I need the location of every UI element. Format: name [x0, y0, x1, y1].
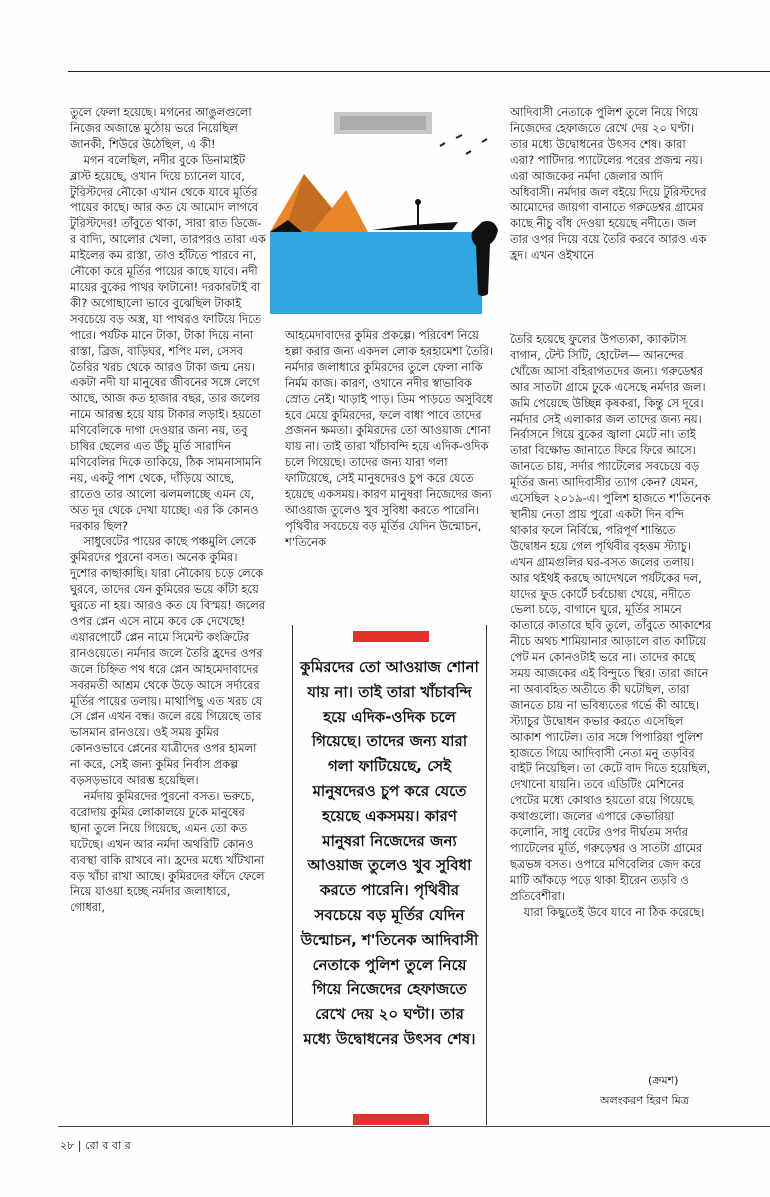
pull-quote-bar-top: [353, 631, 429, 642]
top-rule: [68, 71, 770, 72]
column-middle: [285, 328, 493, 551]
column-right: [510, 332, 715, 921]
paragraph: নর্মদায় কুমিরদের পুরনো বসত। ভরুচে, বরোদায় কুমির লোকালয়ে ঢুকে মানুষের ছানা তুলে নিয়ে গিয়েছে, এমন তো কত ঘটেছে। এখন আর নর্মদা অথরিটি কোনও ব্যবস্থা বাকি রাখবে না। হ্রদের মধ্যে খাঁটখানা বড় খাঁচা রাখা আছে। কুমিরদের ফাঁদে ফেলে নিয়ে যাওয়া হচ্ছে নর্মদার জলাধারে, গোধরা,: [70, 788, 265, 915]
sky-smudge-inner: [340, 116, 426, 130]
illustration-credit: অলংকরণ হিরণ মিত্র: [600, 1094, 689, 1107]
pull-quote: [292, 625, 487, 1125]
pull-quote-bar-bottom: [353, 1114, 429, 1125]
paragraph: আহমেদাবাদের কুমির প্রকল্পে। পরিবেশ নিয়ে হল্লা করার জন্য একদল লোক হরহামেশা তৈরি। নর্মদার জলাধারে কুমিরদের তুলে ফেলা নাকি নির্মম কাজ। কারণ, ওখানে নদীর স্বাভাবিক স্রোত নেই। খাড়াই পাড়। ডিম পাড়তে অসুবিধে হবে মেয়ে কুমিরদের, ফলে বাধা পাবে তাদের প্রজনন ক্ষমতা। কুমিরদের তো আওয়াজ শোনা যায় না। তাই তারা খাঁচাবন্দি হয়ে এদিক-ওদিক চলে গিয়েছে। তাদের জন্য যারা গলা ফাটিয়েছে, সেই মানুষদেরও চুপ করে যেতে হয়েছে একসময়। কারণ মানুষরা নিজেদের জন্য আওয়াজ তুলেও খুব সুবিধা করতে পারেনি। পৃথিবীর সবচেয়ে বড় মূর্তির যেদিন উন্মোচন, শ'তিনেক: [285, 328, 493, 549]
column-right-top: [510, 105, 708, 264]
paragraph: তৈরি হয়েছে ফুলের উপত্যকা, ক্যাকটাস বাগান, টেন্ট সিটি, হোটেল— আনন্দের খোঁজে আসা বহিরাগতদের জন্য। গরুডেশ্বর আর সাতটা গ্রামে ঢুকে এসেছে নর্মদার জল। জমি পেয়েছে উচ্ছিন্ন কৃষকরা, কিন্তু সে দূরে। নর্মদার সেই এলাকার জল তাদের জন্য নয়। নির্বাসনে গিয়ে বুকের জ্বালা মেটে না। তাই তারা বিক্ষোভ জানাতে ফিরে ফিরে আসে। জানতে চায়, সর্দার প্যাটেলের সবচেয়ে বড় মূর্তির জন্য আদিবাসীর ত্যাগ কেন? যেমন, এসেছিল ২০১৯-এ। পুলিশ হাজতে শ'তিনেক স্থানীয় নেতা প্রায় পুরো একটা দিন বন্দি থাকার ফলে নির্বিঘ্নে, পরিপূর্ণ শান্তিতে উদ্বোধন হয়ে গেল পৃথিবীর বৃহত্তম স্ট্যাচু। এখন গ্রামগুলির ঘর-বসত জলের তলায়। আর থইথই করছে আদেখলে পর্যটকের দল, যাদের ফুড কোর্টে চর্বচোষ্য খেয়ে, নদীতে ভেলা চড়ে, বাগানে ঘুরে, মূর্তির সামনে কাতারে কাতারে ছবি তুলে, তাঁবুতে আকাশের নীচে অথচ শামিয়ানার আড়ালে রাত কাটিয়ে পেট মন কোনওটাই ভরে না। তাদের কাছে সময় আজকের এই বিন্দুতে স্থির। তারা জানে না অব্যবহিত অতীতে কী ঘটেছিল, তারা জানতে চায় না ভবিষ্যতের গর্ভে কী আছে। স্ট্যাচুর উদ্বোধন কভার করতে এসেছিল আকাশ প্যাটেল। তার সঙ্গে পিপারিয়া পুলিশ হাজতে গিয়ে আদিবাসী নেতা মনু তড়বির বাইট নিয়েছিল। তা কেটে বাদ দিতে হয়েছিল, দেখানো যায়নি। তবে এডিটিং মেশিনের পেটের মধ্যে কোথাও হয়তো রয়ে গিয়েছে কথাগুলো। জলের এপারে কেভারিয়া কলোনি, সাধু বেটের ওপর দীর্ঘতম সর্দার প্যাটেলের মূর্তি, গরুড়েশ্বর ও সাতটা গ্রামের ছত্রভঙ্গ বসত। ওপারে মণিবেলির জেদ করে মাটি আঁকড়ে পড়ে থাকা হীরেন তড়বি ও প্রতিবেশীরা।: [510, 332, 712, 903]
page-folio: ২৮ | রো ব বা র: [60, 1139, 131, 1152]
boat-rower: [415, 199, 421, 205]
paragraph: সাধুবেটের পায়ের কাছে পঞ্চমুলি লেকে কুমিরদের পুরনো বসত। অনেক কুমির। দুশোর কাছাকাছি। যারা নৌকোয় চড়ে লেকে ঘুরবে, তাদের যেন কুমিরের ভয়ে কাঁটা হয়ে ঘুরতে না হয়। আরও কত যে বিস্ময়! জলের ওপর প্লেন এসে নামে কবে কে দেখেছে! এয়ারপোর্টে প্লেন নামে সিমেন্ট কংক্রিটের রানওয়েতে। নর্মদার জলে তৈরি হ্রদের ওপর জলে চিহ্নিত পথ ধরে প্লেন আহমেদাবাদের সবরমতী আশ্রম থেকে উড়ে আসে সর্দারের মূর্তির পায়ের তলায়। মাথাপিছু এত খরচ যে সে প্লেন এখন বন্ধ। জলে রয়ে গিয়েছে তার ভাসমান রানওয়ে। ওই সময় কুমির কোনওভাবে প্লেনের যাত্রীদের ওপর হামলা না করে, সেই জন্য কুমির নির্বাস প্রকল্প বড়সড়ভাবে আরম্ভ হয়েছিল।: [70, 534, 265, 788]
bottom-rule: [58, 1126, 770, 1127]
paragraph: যারা কিছুতেই উবে যাবে না ঠিক করেছে।: [523, 904, 705, 919]
birds: [440, 135, 487, 154]
water: [270, 232, 482, 314]
paragraph: আদিবাসী নেতাকে পুলিশ তুলে নিয়ে গিয়ে নিজেদের হেফাজতে রেখে দেয় ২০ ঘণ্টা। তার মধ্যে উদ্বোধনের উৎসব শেষ। কারা এরা? পাটিদার প্যাটেলের পরের প্রজন্ম নয়। এরা আজকের নর্মদা জেলার আদি অধিবাসী। নর্মদার জল বইয়ে দিয়ে টুরিস্টদের আমোদের জায়গা বানাতে গরুডেশ্বর গ্রামের কাছে নীচু বাঁধ দেওয়া হয়েছে নদীতে। জল তার ওপর দিয়ে বয়ে তৈরি করবে আরও এক হ্রদ। এখন ওইখানে: [510, 105, 707, 263]
paragraph: মগন বলেছিল, নদীর বুকে ডিনামাইট ব্লাস্ট হয়েছে, ওখান দিয়ে চ্যানেল যাবে, টুরিস্টদের নৌকো এখান থেকে যাবে মূর্তির পায়ের কাছে। আর কত যে আমোদ লাগবে টুরিস্টদের! তাঁবুতে থাকা, সারা রাত ডিজে-র বাদ্যি, আলোর খেলা, তারপরও তারা এক মাইলের কম রাস্তা, তাও হাঁটতে পারবে না, নৌকো করে মূর্তির পায়ের কাছে যাবে। নদী মায়ের বুকের পাথর ফাটানো! দরকারটাই বা কী? অগোছালো ভাবে বুঝেছিল টাকাই সবচেয়ে বড় অস্ত্র, যা পাথরও ফাটিয়ে দিতে পারে। পর্যটক মানে টাকা, টাকা দিয়ে নানা রাস্তা, ব্রিজ, বাড়িঘর, শপিং মল, সেসব তৈরির খরচ থেকে আরও টাকা জন্ম নেয়। একটা নদী যা মানুষের জীবনের সঙ্গে লেগে আছে, আজ কত হাজার বছর, তার জলের নামে আরম্ভ হয়ে যায় টাকার লড়াই। হয়তো মণিবেলিকে দাগা দেওয়ার জন্য নয়, তবু চাষির ছেলের এত উঁচু মূর্তি সারাদিন মণিবেলির দিকে তাকিয়ে, ঠিক সামনাসামনি নয়, একটু পাশ থেকে, দাঁড়িয়ে আছে, রাতেও তার আলো ঝলমলাচ্ছে এমন যে, অত দূর থেকে দেখা যাচ্ছে। এর কি কোনও দরকার ছিল?: [70, 152, 266, 533]
continued-marker: (ক্রমশ): [648, 1074, 679, 1087]
pull-quote-text: কুমিরদের তো আওয়াজ শোনা যায় না। তাই তারা খাঁচাবন্দি হয়ে এদিক-ওদিক চলে গিয়েছে। তাদের জন্য যারা গলা ফাটিয়েছে, সেই মানুষদেরও চুপ করে যেতে হয়েছে একসময়। কারণ মানুষরা নিজেদের জন্য আওয়াজ তুলেও খুব সুবিধা করতে পারেনি। পৃথিবীর সবচেয়ে বড় মূর্তির যেদিন উন্মোচন, শ'তিনেক আদিবাসী নেতাকে পুলিশ তুলে নিয়ে গিয়ে নিজেদের হেফাজতে রেখে দেয় ২০ ঘণ্টা। তার মধ্যে উদ্বোধনের উৎসব শেষ।: [300, 658, 479, 1048]
paragraph: তুলে ফেলা হয়েছে। মগনের আঙুলগুলো নিজের অজান্তে মুঠোয় ভরে নিয়েছিল জানকী, শিউরে উঠেছিল, এ কী!: [70, 105, 252, 151]
illustration: [268, 108, 500, 314]
boat: [372, 222, 458, 230]
column-left: [70, 105, 266, 916]
